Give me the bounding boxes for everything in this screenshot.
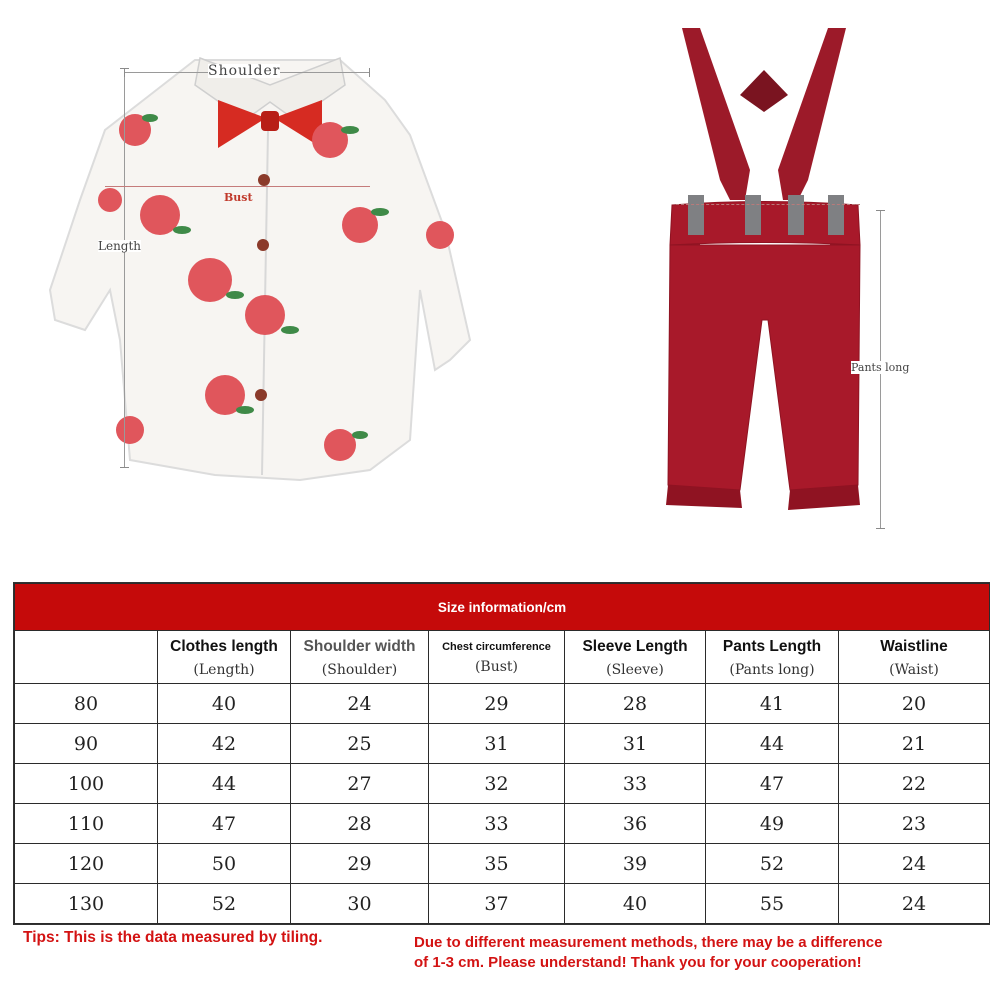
value-cell: 33 (429, 804, 565, 844)
value-cell: 32 (429, 764, 565, 804)
value-cell: 52 (706, 844, 839, 884)
value-cell: 20 (839, 684, 990, 724)
value-cell: 29 (429, 684, 565, 724)
table-row (15, 804, 990, 844)
header-cell-chest: Chest circumference (Bust) (429, 631, 565, 684)
size-cell: 80 (15, 684, 158, 724)
value-cell: 39 (565, 844, 706, 884)
tip-right-line1: Due to different measurement methods, there may be a difference (414, 934, 883, 951)
pants-long-label: Pants long (851, 361, 910, 374)
size-cell: 120 (15, 844, 158, 884)
value-cell: 29 (291, 844, 429, 884)
value-cell: 27 (291, 764, 429, 804)
value-cell: 28 (291, 804, 429, 844)
value-cell: 24 (291, 684, 429, 724)
header-cell-waistline: Waistline (Waist) (839, 631, 990, 684)
value-cell: 24 (839, 844, 990, 884)
length-label: Length (98, 239, 142, 253)
value-cell: 52 (158, 884, 291, 924)
shirt-image (40, 40, 480, 490)
table-row (15, 724, 990, 764)
shirt-body (50, 60, 470, 480)
size-cell: 90 (15, 724, 158, 764)
bust-label: Bust (224, 191, 253, 204)
value-cell: 31 (429, 724, 565, 764)
value-cell: 31 (565, 724, 706, 764)
value-cell: 40 (565, 884, 706, 924)
value-cell: 40 (158, 684, 291, 724)
value-cell: 24 (839, 884, 990, 924)
value-cell: 41 (706, 684, 839, 724)
value-cell: 44 (158, 764, 291, 804)
table-row (15, 884, 990, 924)
value-cell: 44 (706, 724, 839, 764)
table-row (15, 844, 990, 884)
header-cell-clothes-length: Clothes length (Length) (158, 631, 291, 684)
size-cell: 110 (15, 804, 158, 844)
value-cell: 30 (291, 884, 429, 924)
value-cell: 21 (839, 724, 990, 764)
value-cell: 25 (291, 724, 429, 764)
tip-right-line2: of 1-3 cm. Please understand! Thank you for your cooperation! (414, 954, 862, 971)
value-cell: 35 (429, 844, 565, 884)
size-table (13, 582, 990, 925)
shoulder-label: Shoulder (208, 63, 281, 79)
value-cell: 23 (839, 804, 990, 844)
header-cell-pants-length: Pants Length (Pants long) (706, 631, 839, 684)
value-cell: 49 (706, 804, 839, 844)
value-cell: 42 (158, 724, 291, 764)
value-cell: 33 (565, 764, 706, 804)
value-cell: 55 (706, 884, 839, 924)
table-row (15, 684, 990, 724)
size-cell: 130 (15, 884, 158, 924)
table-title: Size information/cm (15, 584, 990, 631)
value-cell: 50 (158, 844, 291, 884)
value-cell: 22 (839, 764, 990, 804)
value-cell: 47 (706, 764, 839, 804)
pants-image (650, 20, 880, 520)
header-cell-size (15, 631, 158, 684)
header-cell-shoulder-width: Shoulder width (Shoulder) (291, 631, 429, 684)
value-cell: 36 (565, 804, 706, 844)
value-cell: 47 (158, 804, 291, 844)
tip-left: Tips: This is the data measured by tiling. (23, 929, 323, 946)
table-header-row (15, 631, 990, 684)
value-cell: 28 (565, 684, 706, 724)
size-cell: 100 (15, 764, 158, 804)
pants-legs (668, 245, 860, 490)
table-row (15, 764, 990, 804)
header-cell-sleeve-length: Sleeve Length (Sleeve) (565, 631, 706, 684)
value-cell: 37 (429, 884, 565, 924)
